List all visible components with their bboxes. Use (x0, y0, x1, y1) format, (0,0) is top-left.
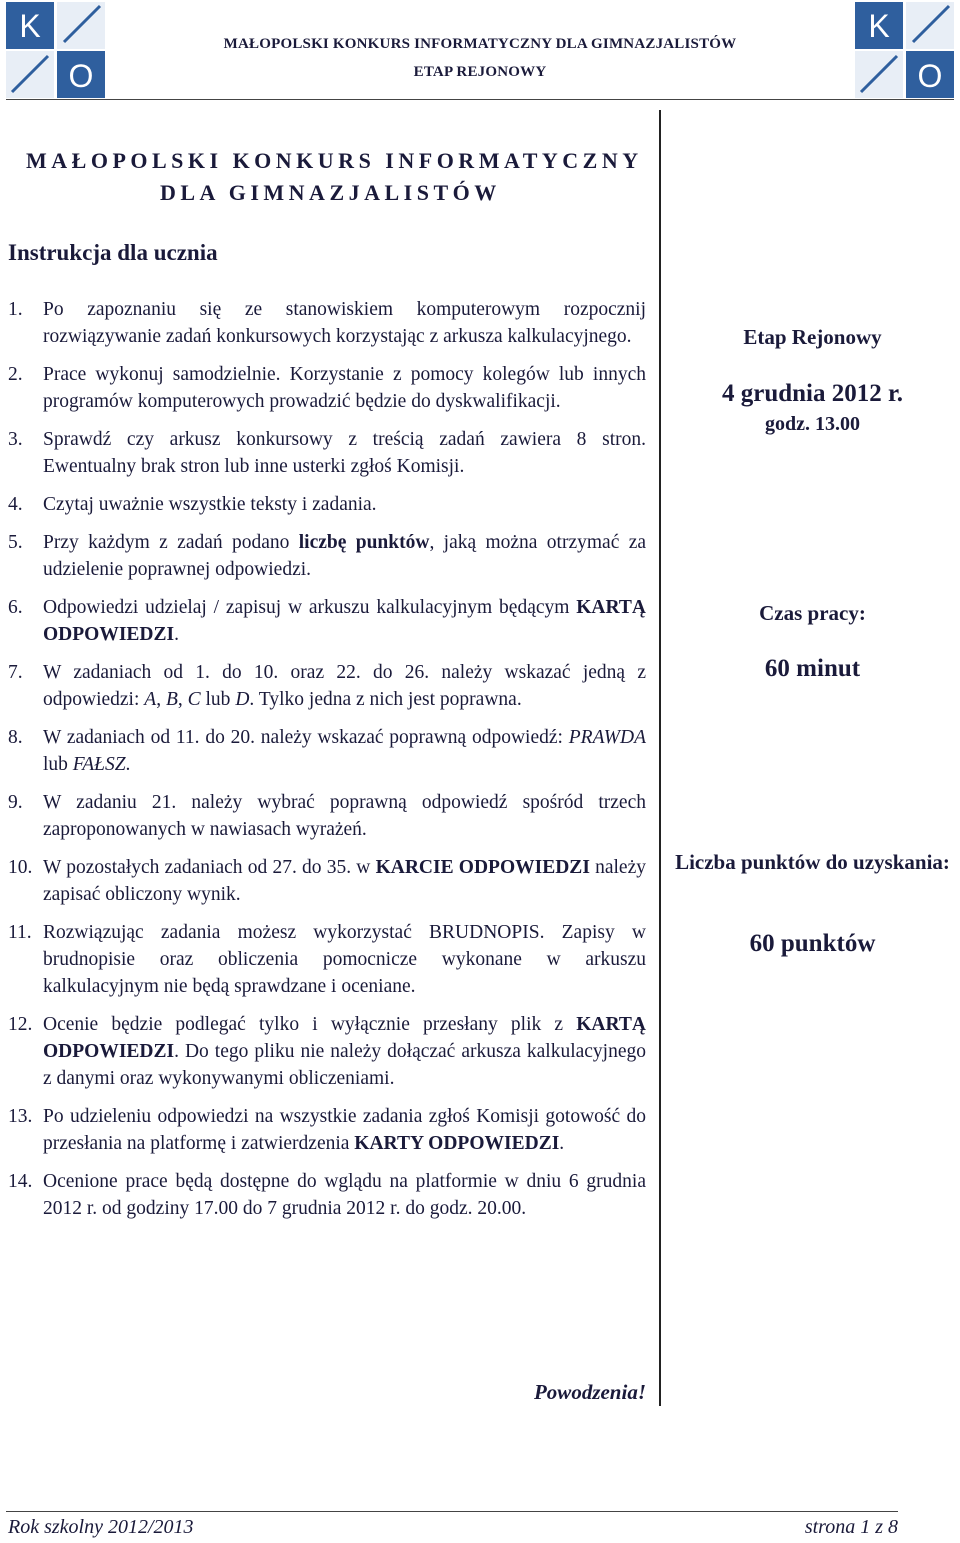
points-value: 60 punktów (749, 930, 876, 957)
instruction-item (8, 529, 646, 583)
header-divider (6, 99, 954, 100)
instruction-text: . Do tego pliku nie należy dołączać arkusza kalkulacyjnego z danymi oraz wykonywanymi obliczeniami. (43, 1041, 646, 1089)
instruction-text: Ocenie będzie podlegać tylko i wyłącznie przesłany plik z (43, 1014, 577, 1035)
instruction-text: PRAWDA (568, 727, 646, 748)
instruction-number: 12. (8, 1014, 33, 1035)
competition-title-line2: DLA GIMNAZJALISTÓW (160, 180, 501, 205)
instruction-text: Odpowiedzi udzielaj / zapisuj w arkuszu kalkulacyjnym będącym (43, 597, 577, 618)
points-label: Liczba punktów do uzyskania: (675, 850, 950, 874)
duration-label: Czas pracy: (759, 601, 866, 625)
instruction-number: 4. (8, 494, 23, 515)
instruction-text: KARCIE ODPOWIEDZI (375, 857, 590, 878)
footer-divider (6, 1511, 898, 1512)
header-subtitle: ETAP REJONOWY (413, 64, 547, 80)
instruction-item (8, 426, 646, 480)
logo-letter-o: O (917, 58, 943, 94)
instruction-number: 3. (8, 429, 23, 450)
instruction-text: B (165, 689, 178, 710)
instruction-text: Ocenione prace będą dostępne do wglądu na platformie w dniu 6 grudnia 2012 r. od godziny 17.00 do 7 grudnia 2012 r. do godz. 20.00. (43, 1171, 646, 1219)
instruction-item (8, 919, 646, 1000)
instruction-number: 14. (8, 1171, 33, 1192)
instructions-list (8, 296, 646, 1233)
instruction-item (8, 659, 646, 713)
instruction-text: . Tylko jedna z nich jest poprawna. (249, 689, 522, 710)
instruction-number: 13. (8, 1106, 33, 1127)
instruction-text: C (187, 689, 201, 710)
instruction-text: D (235, 689, 250, 710)
instruction-text: liczbę punktów (298, 532, 430, 553)
instruction-number: 8. (8, 727, 23, 748)
duration-value: 60 minut (764, 655, 861, 682)
instruction-number: 9. (8, 792, 23, 813)
instruction-number: 11. (8, 922, 32, 943)
instruction-text: należy zapisać obliczony wynik. (43, 857, 646, 905)
exam-time: godz. 13.00 (765, 413, 860, 435)
instruction-text: . (125, 754, 131, 775)
instruction-number: 10. (8, 857, 33, 878)
instruction-number: 5. (8, 532, 23, 553)
instruction-text: Przy każdym z zadań podano (43, 532, 299, 553)
logo-letter-k: K (19, 8, 41, 44)
instruction-text: W zadaniu 21. należy wybrać poprawną odpowiedź spośród trzech zaproponowanych w nawiasach wyrażeń. (43, 792, 646, 840)
instruction-text: W zadaniach od 1. do 10. oraz 22. do 26. należy wskazać jedną z odpowiedzi: (43, 662, 646, 710)
instruction-text: Rozwiązując zadania możesz wykorzystać BRUDNOPIS. Zapisy w brudnopisie oraz obliczenia pomocnicze wykonane w arkuszu kalkulacyjnym nie będą sprawdzane i oceniane. (43, 922, 646, 997)
competition-logo-left (6, 2, 105, 98)
instruction-item (8, 594, 646, 648)
instruction-text: Po udzieleniu odpowiedzi na wszystkie zadania zgłoś Komisji gotowość do przesłania na platformę i zatwierdzenia (43, 1106, 646, 1154)
instruction-text: W zadaniach od 11. do 20. należy wskazać poprawną odpowiedź: (43, 727, 569, 748)
instruction-text: KARTĄ ODPOWIEDZI (43, 1014, 646, 1062)
instruction-item (8, 1103, 646, 1157)
instruction-text: Po zapoznaniu się ze stanowiskiem komputerowym rozpocznij rozwiązywanie zadań konkursowych korzystając z arkusza kalkulacyjnego. (43, 299, 646, 347)
competition-logo-right (855, 2, 954, 98)
instruction-text: A (144, 689, 157, 710)
logo-letter-o: O (68, 58, 94, 94)
instruction-text: , jaką można otrzymać za udzielenie poprawnej odpowiedzi. (43, 532, 647, 580)
instruction-text: . (174, 624, 179, 645)
instruction-text: W pozostałych zadaniach od 27. do 35. w (43, 857, 376, 878)
instruction-item (8, 361, 646, 415)
competition-title-line1: MAŁOPOLSKI KONKURS INFORMATYCZNY (26, 148, 643, 173)
instruction-item (8, 854, 646, 908)
column-divider (659, 110, 661, 1406)
instruction-text: Prace wykonuj samodzielnie. Korzystanie z pomocy kolegów lub innych programów komputerowych prowadzić będzie do dyskwalifikacji. (43, 364, 646, 412)
logo-letter-k: K (868, 8, 890, 44)
footer-page-number: strona 1 z 8 (804, 1516, 898, 1538)
instruction-number: 1. (8, 299, 23, 320)
instruction-text: Czytaj uważnie wszystkie teksty i zadania. (43, 494, 377, 515)
instruction-item (8, 491, 646, 518)
instruction-number: 7. (8, 662, 23, 683)
footer-school-year: Rok szkolny 2012/2013 (8, 1516, 194, 1538)
instruction-item (8, 724, 646, 778)
header-title: MAŁOPOLSKI KONKURS INFORMATYCZNY DLA GIMNAZJALISTÓW (223, 36, 737, 52)
instruction-text: , (177, 689, 188, 710)
instruction-text: lub (200, 689, 236, 710)
instructions-heading: Instrukcja dla ucznia (8, 240, 218, 265)
instruction-item (8, 1011, 646, 1092)
instruction-number: 2. (8, 364, 23, 385)
instruction-item (8, 296, 646, 350)
instruction-item (8, 1168, 646, 1222)
instruction-text: . (559, 1133, 565, 1154)
instruction-text: KARTĄ ODPOWIEDZI (43, 597, 646, 645)
instruction-text: Sprawdź czy arkusz konkursowy z treścią zadań zawiera 8 stron. Ewentualny brak stron lub inne usterki zgłoś Komisji. (43, 429, 646, 477)
instruction-text: , (156, 689, 166, 710)
instruction-number: 6. (8, 597, 23, 618)
stage-label: Etap Rejonowy (743, 325, 882, 349)
instruction-text: lub (43, 754, 73, 775)
instruction-text: FAŁSZ (72, 754, 126, 775)
instruction-text: KARTY ODPOWIEDZI (354, 1133, 560, 1154)
exam-date: 4 grudnia 2012 r. (721, 380, 904, 407)
instruction-item (8, 789, 646, 843)
closing-greeting: Powodzenia! (533, 1380, 646, 1404)
